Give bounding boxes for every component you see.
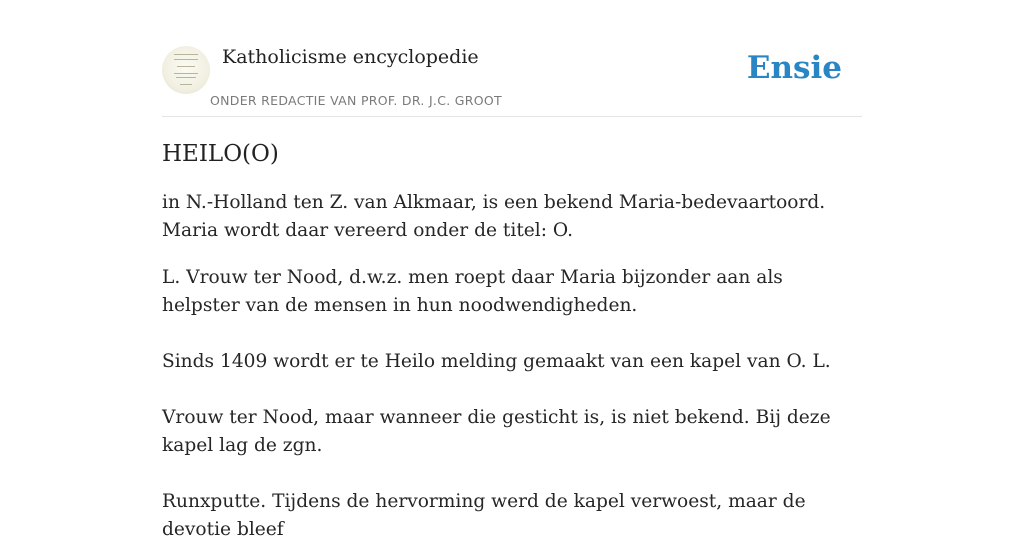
article-paragraph: Runxputte. Tijdens de hervorming werd de kapel verwoest, maar de devotie bleef [162,491,806,540]
editor-credit: ONDER REDACTIE VAN PROF. DR. J.C. GROOT [210,93,502,108]
article-paragraph: L. Vrouw ter Nood, d.w.z. men roept daar Maria bijzonder aan als helpster van de mensen in hun noodwendigheden. [162,267,783,316]
book-title[interactable]: Katholicisme encyclopedie [222,46,479,68]
article-title: HEILO(O) [162,141,279,167]
article-body [162,189,862,544]
book-cover-icon[interactable] [162,46,210,94]
article-paragraph: in N.-Holland ten Z. van Alkmaar, is een bekend Maria-bedevaartoord. Maria wordt daar vereerd onder de titel: O. [162,192,826,241]
ensie-logo-link[interactable]: Ensie [746,50,842,86]
article-paragraph: Sinds 1409 wordt er te Heilo melding gemaakt van een kapel van O. L. [162,351,831,372]
page-container [162,0,862,544]
header [162,0,862,117]
article-paragraph: Vrouw ter Nood, maar wanneer die gesticht is, is niet bekend. Bij deze kapel lag de zgn. [162,407,831,456]
